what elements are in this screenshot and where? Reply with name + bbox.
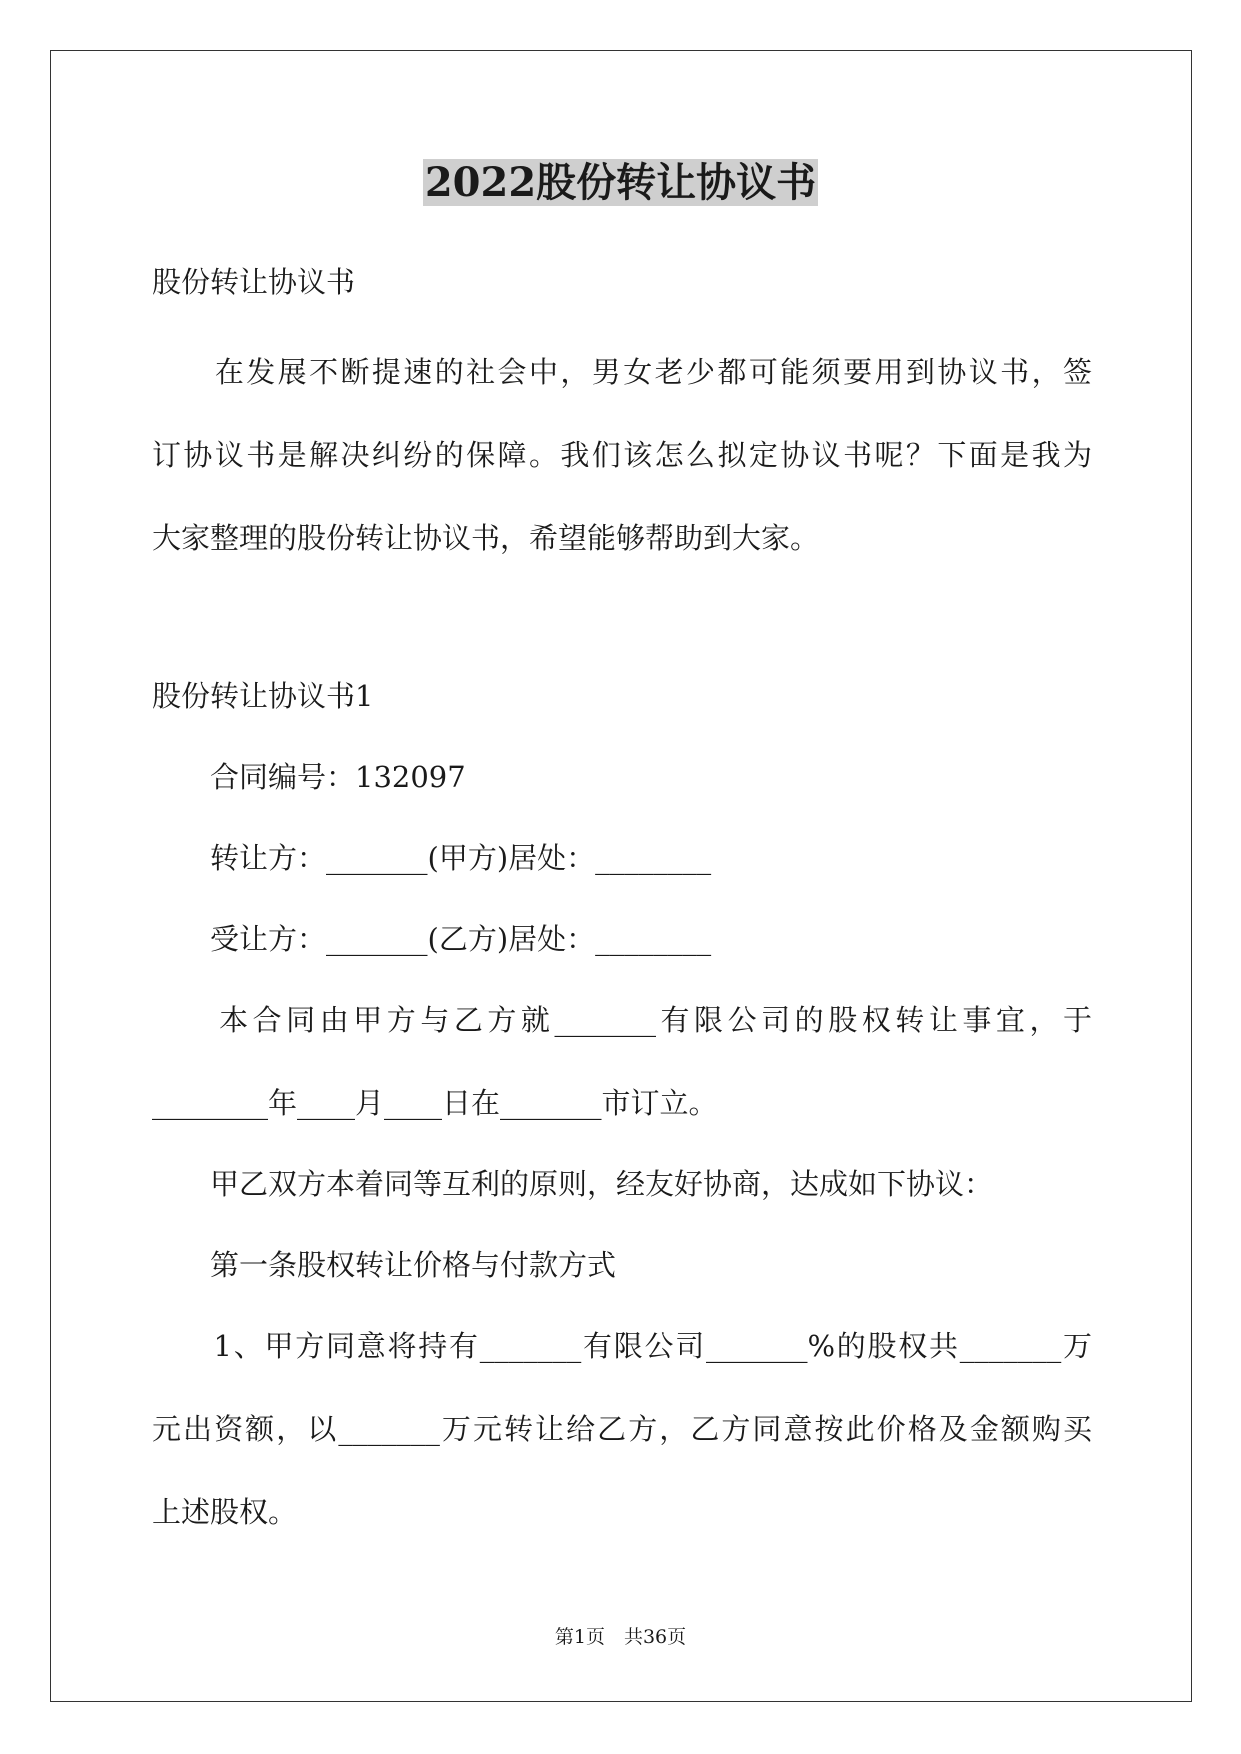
transferor-line: 转让方：_______(甲方)居处：________	[152, 841, 712, 875]
document-title: 2022股份转让协议书	[424, 159, 817, 206]
page-footer: 第1页 共36页	[554, 1626, 687, 1648]
section-heading: 股份转让协议书1	[152, 679, 374, 713]
clause-1-line-3: 上述股权。	[152, 1495, 298, 1529]
agreement-line: 甲乙双方本着同等互利的原则，经友好协商，达成如下协议：	[152, 1167, 994, 1201]
contract-number: 合同编号：132097	[152, 760, 466, 794]
transferee-line: 受让方：_______(乙方)居处：________	[152, 922, 712, 956]
intro-line-3: 大家整理的股份转让协议书，希望能够帮助到大家。	[152, 521, 820, 555]
article-1-heading: 第一条股权转让价格与付款方式	[152, 1248, 617, 1282]
subtitle: 股份转让协议书	[152, 265, 356, 299]
clause-1-line-2: 元出资额，以_______万元转让给乙方，乙方同意按此价格及金额购买	[152, 1412, 1092, 1446]
contract-intro-line-2: ________年____月____日在_______市订立。	[152, 1086, 718, 1120]
intro-line-1: 在发展不断提速的社会中，男女老少都可能须要用到协议书，签	[152, 355, 1092, 389]
clause-1-line-1: 1、甲方同意将持有_______有限公司_______%的股权共_______万	[152, 1329, 1092, 1363]
intro-line-2: 订协议书是解决纠纷的保障。我们该怎么拟定协议书呢？下面是我为	[152, 438, 1092, 472]
contract-intro-line-1: 本合同由甲方与乙方就_______有限公司的股权转让事宜，于	[152, 1003, 1092, 1037]
